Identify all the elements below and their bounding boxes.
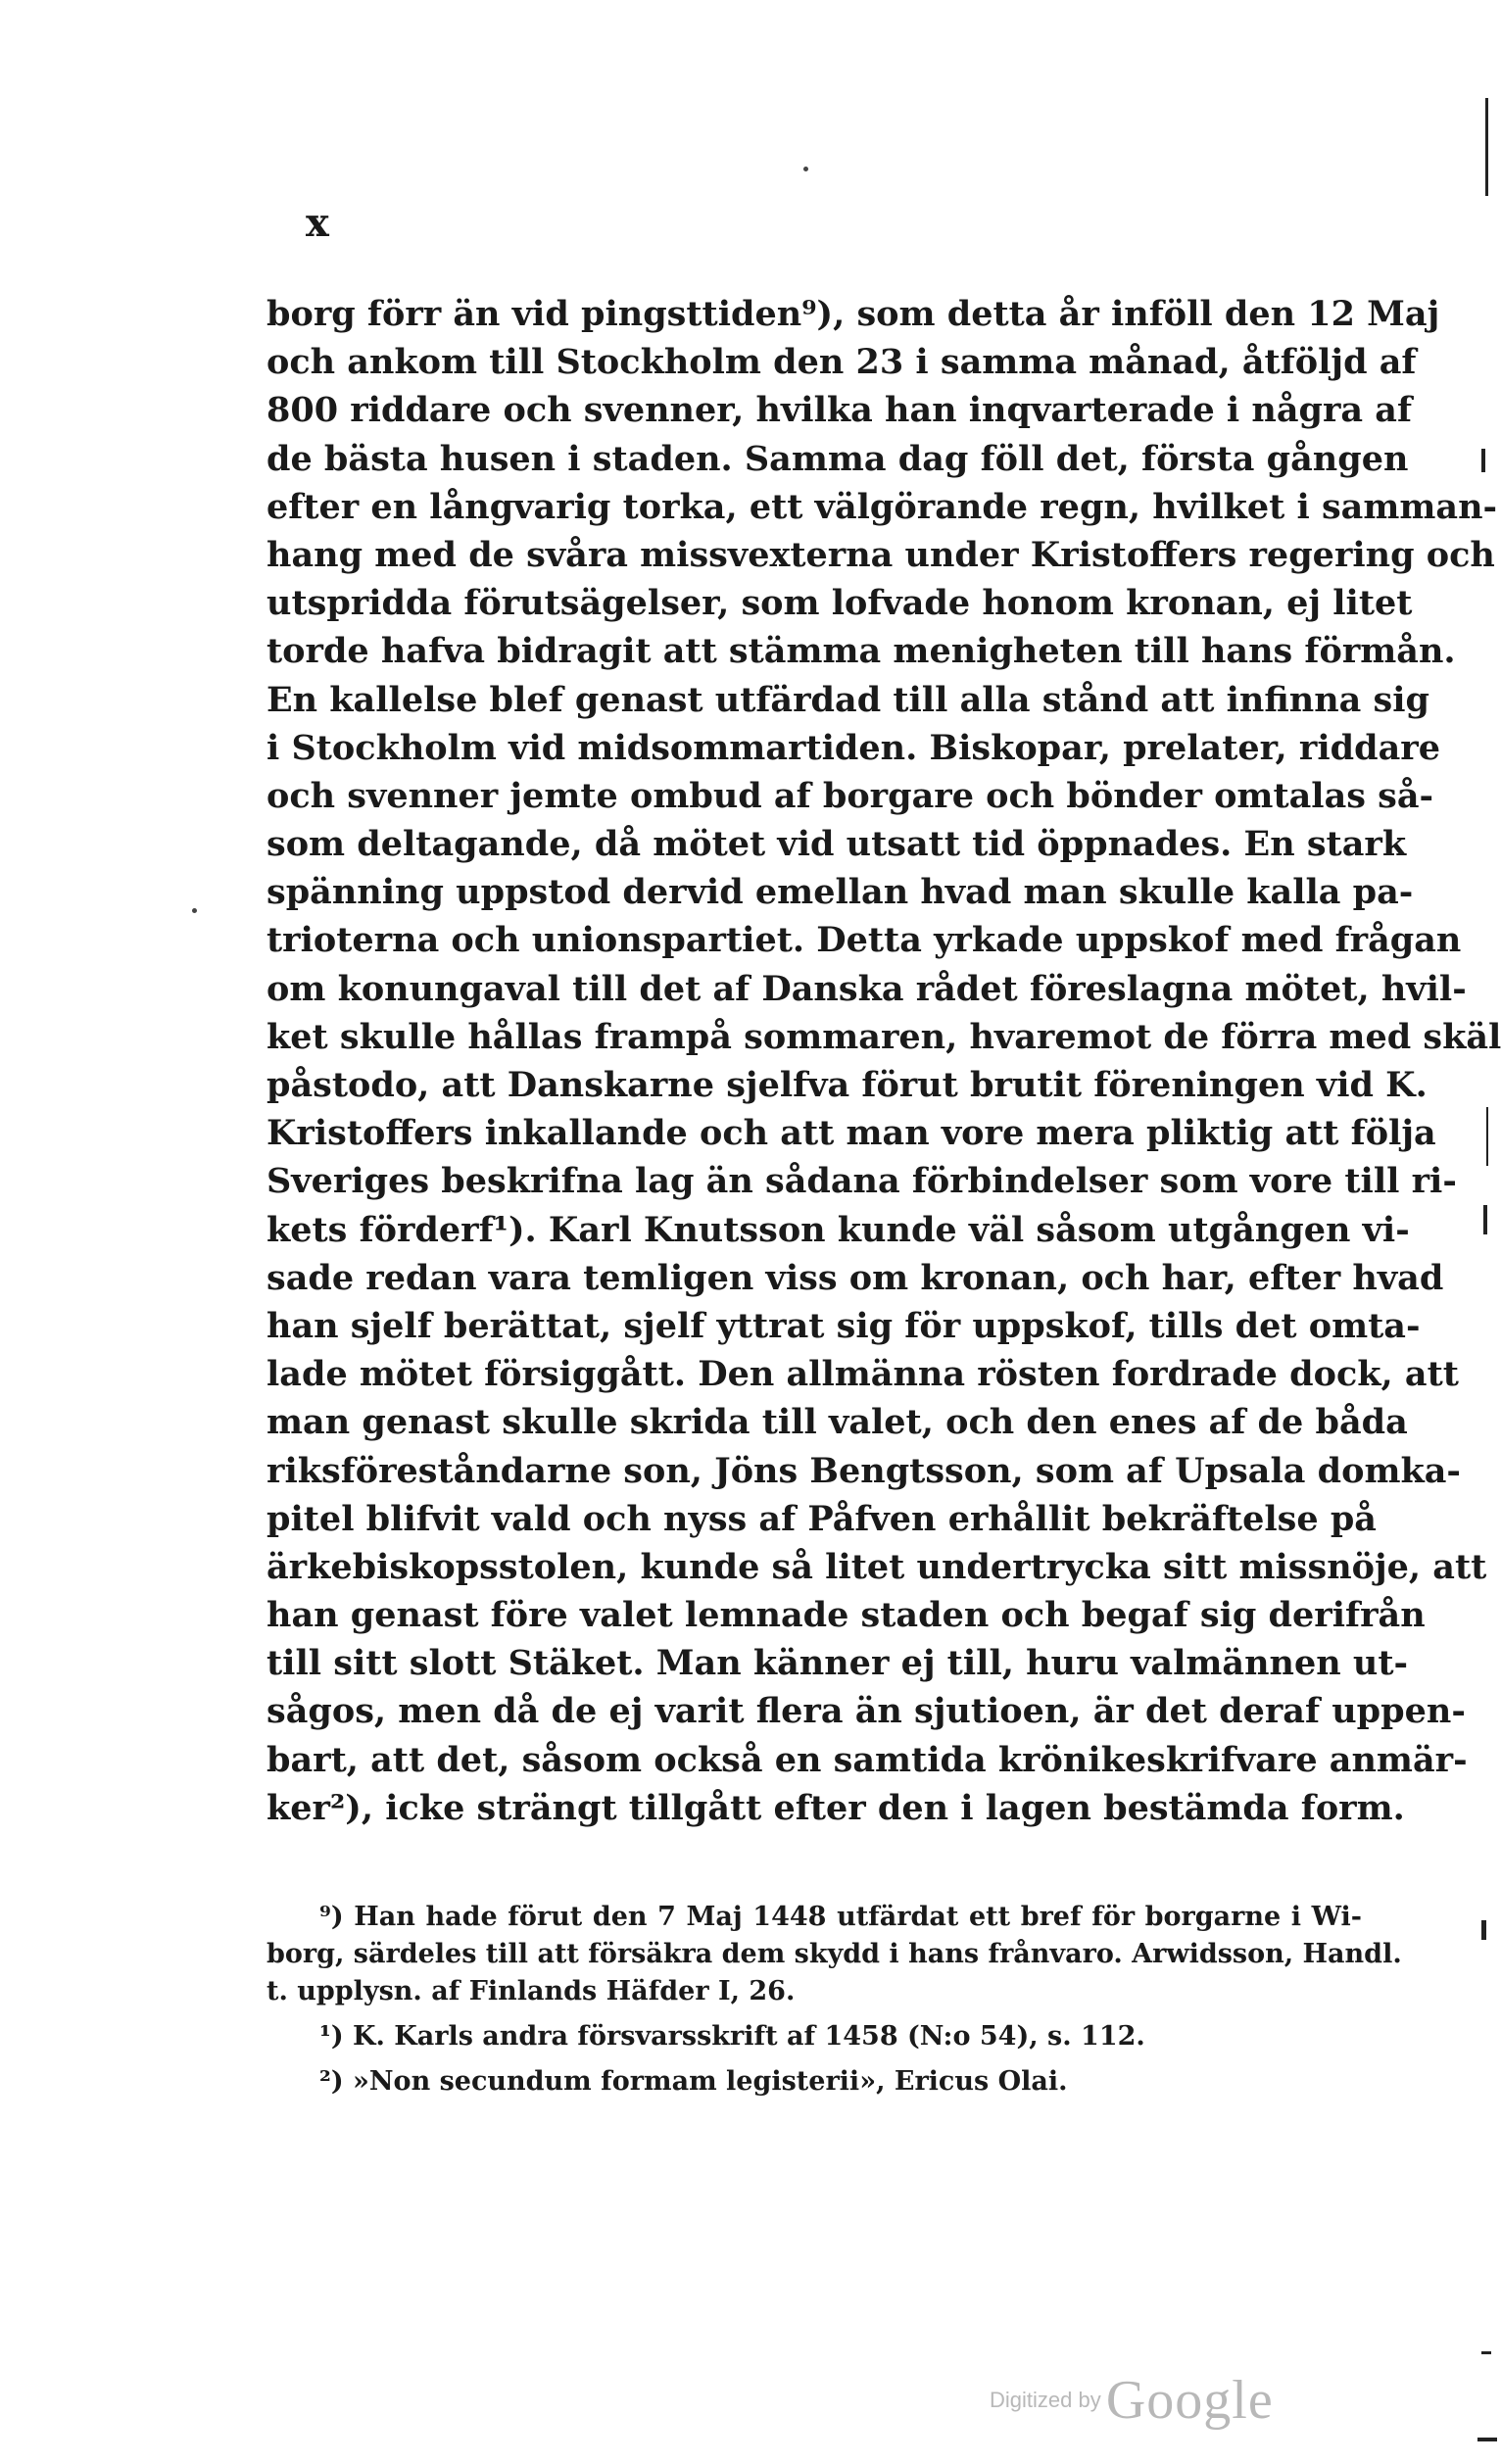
text-line: och svenner jemte ombud af borgare och bönder omtalas så- <box>266 775 1434 816</box>
text-line: han sjelf berättat, sjelf yttrat sig för uppskof, tills det omta- <box>266 1305 1421 1346</box>
text-line: sade redan vara temligen viss om kronan, och har, efter hvad <box>266 1257 1444 1298</box>
watermark-prefix: Digitized by <box>990 2388 1101 2412</box>
scan-edge-mark <box>1481 449 1485 472</box>
text-line: lade mötet försiggått. Den allmänna rösten fordrade dock, att <box>266 1354 1459 1395</box>
text-line: Sveriges beskrifna lag än sådana förbindelser som vore till ri- <box>266 1161 1457 1202</box>
scan-edge-mark <box>1483 1205 1487 1234</box>
text-line: han genast före valet lemnade staden och begaf sig derifrån <box>266 1595 1426 1636</box>
scan-edge-mark <box>1481 1920 1486 1940</box>
footnote-9-line: borg, särdeles till att försäkra dem skydd i hans frånvaro. Arwidsson, Handl. <box>266 1939 1402 1969</box>
text-line: 800 riddare och svenner, hvilka han inqvarterade i några af <box>266 390 1413 431</box>
text-line: pitel blifvit vald och nyss af Påfven erhållit bekräftelse på <box>266 1498 1377 1539</box>
text-line: torde hafva bidragit att stämma menigheten till hans förmån. <box>266 631 1456 672</box>
text-line: sågos, men då de ej varit flera än sjutioen, är det deraf uppen- <box>266 1691 1466 1732</box>
text-line: utspridda förutsägelser, som lofvade honom kronan, ej litet <box>266 583 1413 624</box>
text-line: ärkebiskopsstolen, kunde så litet undertrycka sitt missnöje, att <box>266 1546 1487 1587</box>
text-line: ker²), icke strängt tillgått efter den i lagen bestämda form. <box>266 1787 1405 1828</box>
scan-edge-mark <box>1477 2438 1497 2441</box>
text-line: som deltagande, då mötet vid utsatt tid öppnades. En stark <box>266 824 1407 865</box>
text-line: man genast skulle skrida till valet, och den enes af de båda <box>266 1402 1408 1443</box>
scan-speck <box>192 908 197 913</box>
page-number: x <box>306 200 330 246</box>
text-line: trioterna och unionspartiet. Detta yrkade uppskof med frågan <box>266 920 1462 961</box>
text-line: om konungaval till det af Danska rådet föreslagna mötet, hvil- <box>266 968 1467 1009</box>
text-line: Kristoffers inkallande och att man vore mera pliktig att följa <box>266 1113 1436 1154</box>
scan-speck <box>803 167 808 171</box>
text-line: efter en långvarig torka, ett välgörande regn, hvilket i samman- <box>266 486 1498 527</box>
text-line: En kallelse blef genast utfärdad till alla stånd att infinna sig <box>266 679 1429 720</box>
footnote-9-line: ⁹) Han hade förut den 7 Maj 1448 utfärdat ett bref för borgarne i Wi- <box>319 1902 1362 1932</box>
text-line: påstodo, att Danskarne sjelfva förut brutit föreningen vid K. <box>266 1065 1428 1105</box>
text-line: borg förr än vid pingsttiden⁹), som detta år inföll den 12 Maj <box>266 294 1440 334</box>
text-line: hang med de svåra missvexterna under Kristoffers regering och <box>266 534 1495 575</box>
text-line: bart, att det, såsom också en samtida krönikeskrifvare anmär- <box>266 1739 1468 1780</box>
footnotes <box>266 1899 1402 2101</box>
text-line: i Stockholm vid midsommartiden. Biskopar, prelater, riddare <box>266 727 1440 768</box>
text-line: spänning uppstod dervid emellan hvad man skulle kalla pa- <box>266 872 1414 913</box>
scan-edge-mark <box>1481 2351 1491 2354</box>
text-line: de bästa husen i staden. Samma dag föll det, första gången <box>266 438 1409 479</box>
text-line: ket skulle hållas frampå sommaren, hvaremot de förra med skäl <box>266 1016 1501 1057</box>
text-line: till sitt slott Stäket. Man känner ej till, huru valmännen ut- <box>266 1643 1409 1684</box>
body-text <box>266 290 1501 1832</box>
scan-edge-mark <box>1486 1107 1488 1166</box>
scan-edge-mark <box>1485 98 1488 196</box>
footnote-1: ¹) K. Karls andra försvarsskrift af 1458 (N:o 54), s. 112. <box>319 2021 1145 2052</box>
footnote-9-line: t. upplysn. af Finlands Häfder I, 26. <box>266 1976 796 2006</box>
digitized-by-google-watermark <box>990 2369 1274 2432</box>
text-line: kets förderf¹). Karl Knutsson kunde väl såsom utgången vi- <box>266 1209 1410 1250</box>
text-line: och ankom till Stockholm den 23 i samma månad, åtföljd af <box>266 342 1417 383</box>
google-logo: Google <box>1105 2370 1274 2431</box>
text-line: riksföreståndarne son, Jöns Bengtsson, som af Upsala domka- <box>266 1450 1461 1491</box>
footnote-2: ²) »Non secundum formam legisterii», Ericus Olai. <box>319 2066 1068 2097</box>
